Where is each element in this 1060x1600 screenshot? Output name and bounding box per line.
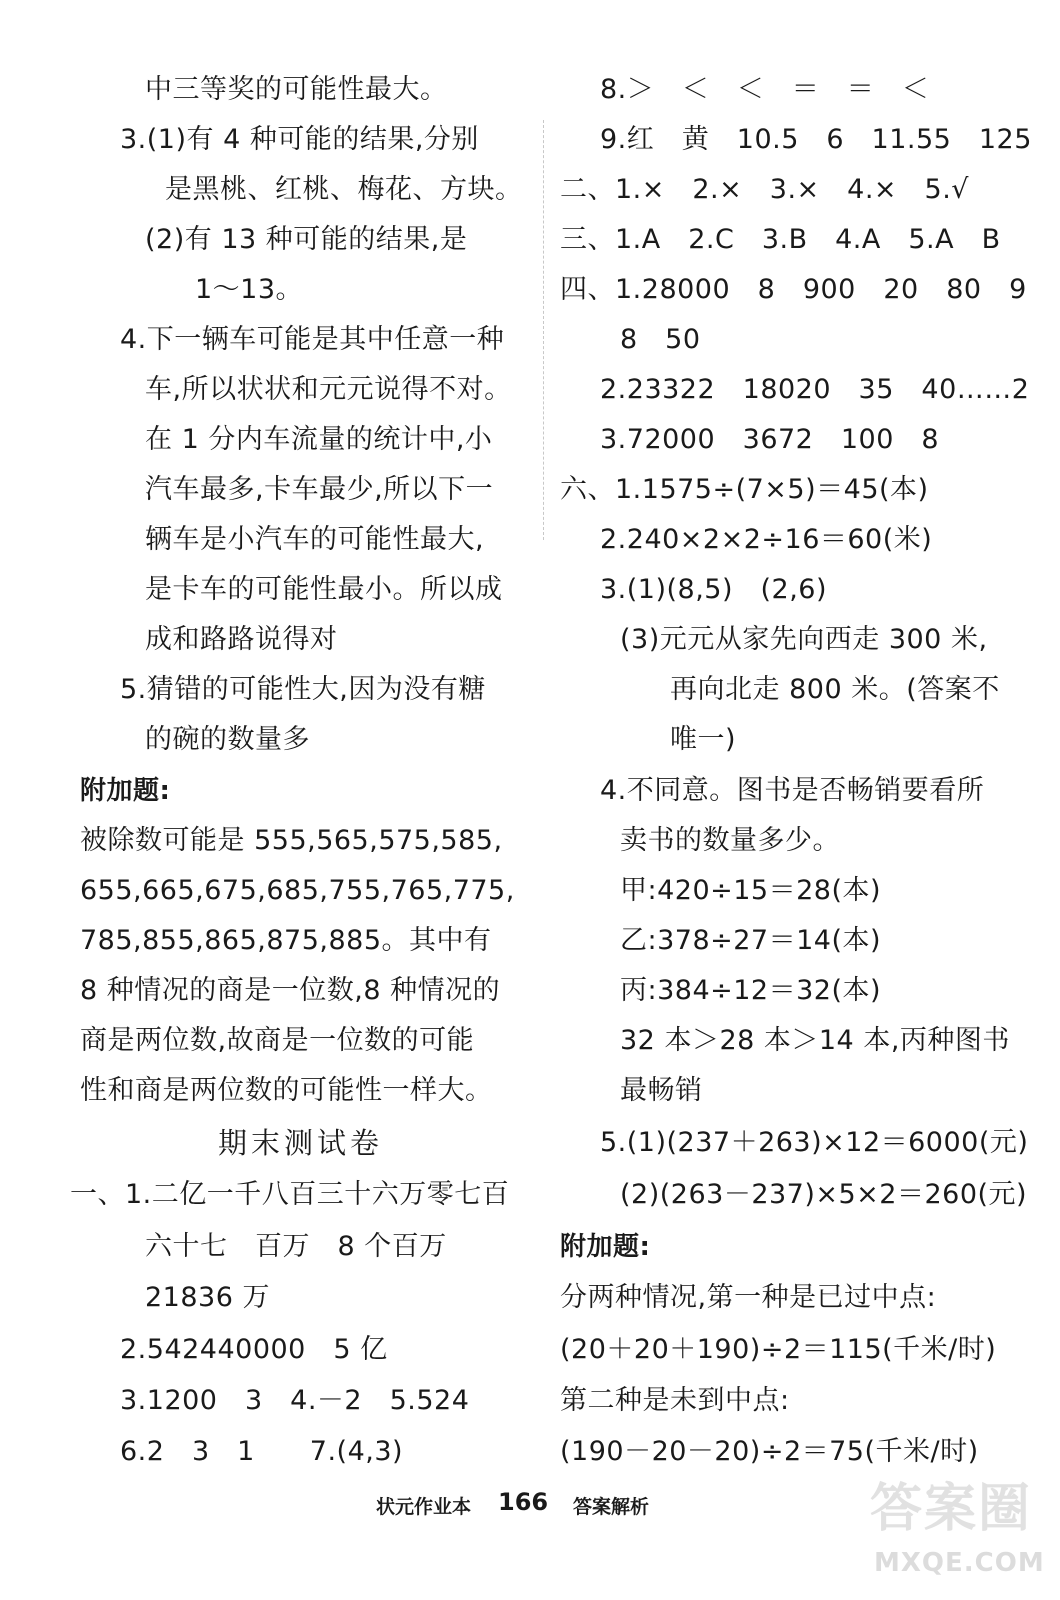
left-line: 商是两位数,故商是一位数的可能 [80,1025,475,1056]
left-line: 的碗的数量多 [145,724,310,755]
right-line: 8.＞ ＜ ＜ ＝ ＝ ＜ [600,74,930,105]
left-line: 2.542440000 5 亿 [120,1334,388,1365]
right-line: 甲:420÷15＝28(本) [620,875,882,906]
right-line: 最畅销 [620,1075,703,1106]
left-line: 3.(1)有 4 种可能的结果,分别 [120,124,479,155]
right-line: 六、1.1575÷(7×5)＝45(本) [560,474,929,505]
left-line: 一、1.二亿一千八百三十六万零七百 [70,1179,510,1210]
left-line: (2)有 13 种可能的结果,是 [145,224,468,255]
left-line: 1～13。 [195,274,304,305]
left-line: 被除数可能是 555,565,575,585, [80,825,503,856]
left-line: 4.下一辆车可能是其中任意一种 [120,324,505,355]
right-line: 二、1.× 2.× 3.× 4.× 5.√ [560,174,970,205]
right-line: 附加题: [560,1232,651,1262]
right-line: 三、1.A 2.C 3.B 4.A 5.A B [560,224,1001,255]
right-line: 32 本＞28 本＞14 本,丙种图书 [620,1025,1010,1056]
left-line: 车,所以状状和元元说得不对。 [145,374,512,405]
left-line: 六十七 百万 8 个百万 [145,1231,447,1262]
footer-book-title: 状元作业本 [376,1496,472,1518]
left-line: 是卡车的可能性最小。所以成 [145,574,503,605]
right-line: 2.23322 18020 35 40……2 [600,374,1030,405]
left-line: 3.1200 3 4.－2 5.524 [120,1385,470,1416]
watermark [860,1466,1050,1586]
left-line: 附加题: [80,776,171,806]
right-line: 2.240×2×2÷16＝60(米) [600,524,933,555]
left-line: 成和路路说得对 [145,624,338,655]
left-line: 655,665,675,685,755,765,775, [80,875,515,906]
watermark-url: MXQE.COM [874,1548,1045,1578]
right-line: 乙:378÷27＝14(本) [620,925,882,956]
right-line: 第二种是未到中点: [560,1385,790,1416]
right-line: (20＋20＋190)÷2＝115(千米/时) [560,1334,997,1365]
right-line: 5.(1)(237＋263)×12＝6000(元) [600,1127,1029,1158]
left-line: 6.2 3 1 7.(4,3) [120,1436,404,1467]
watermark-logo: 答案圈 [870,1479,1033,1539]
right-line: 再向北走 800 米。(答案不 [670,674,1000,705]
right-line: 3.(1)(8,5) (2,6) [600,574,828,605]
right-line: (190－20－20)÷2＝75(千米/时) [560,1436,979,1467]
left-line: 785,855,865,875,885。其中有 [80,925,492,956]
column-divider [543,120,544,540]
right-line: (3)元元从家先向西走 300 米, [620,624,988,655]
right-line: 8 50 [620,324,701,355]
right-line: 3.72000 3672 100 8 [600,424,940,455]
right-line: 四、1.28000 8 900 20 80 9 [560,274,1027,305]
left-line: 是黑桃、红桃、梅花、方块。 [165,174,523,205]
left-line: 辆车是小汽车的可能性最大, [145,524,485,555]
left-line: 期末测试卷 [218,1126,384,1160]
left-line: 21836 万 [145,1282,270,1313]
right-line: 卖书的数量多少。 [620,825,840,856]
left-line: 汽车最多,卡车最少,所以下一 [145,474,494,505]
right-line: 4.不同意。图书是否畅销要看所 [600,775,985,806]
page-number: 166 [498,1488,549,1516]
right-line: 9.红 黄 10.5 6 11.55 125 [600,124,1032,155]
left-line: 性和商是两位数的可能性一样大。 [80,1075,493,1106]
right-line: 分两种情况,第一种是已过中点: [560,1282,937,1313]
right-line: (2)(263－237)×5×2＝260(元) [620,1179,1028,1210]
left-line: 中三等奖的可能性最大。 [145,74,448,105]
right-line: 唯一) [670,724,737,755]
right-line: 丙:384÷12＝32(本) [620,975,882,1006]
left-line: 5.猜错的可能性大,因为没有糖 [120,674,486,705]
left-line: 在 1 分内车流量的统计中,小 [145,424,493,455]
left-line: 8 种情况的商是一位数,8 种情况的 [80,975,501,1006]
footer-section: 答案解析 [573,1496,650,1518]
